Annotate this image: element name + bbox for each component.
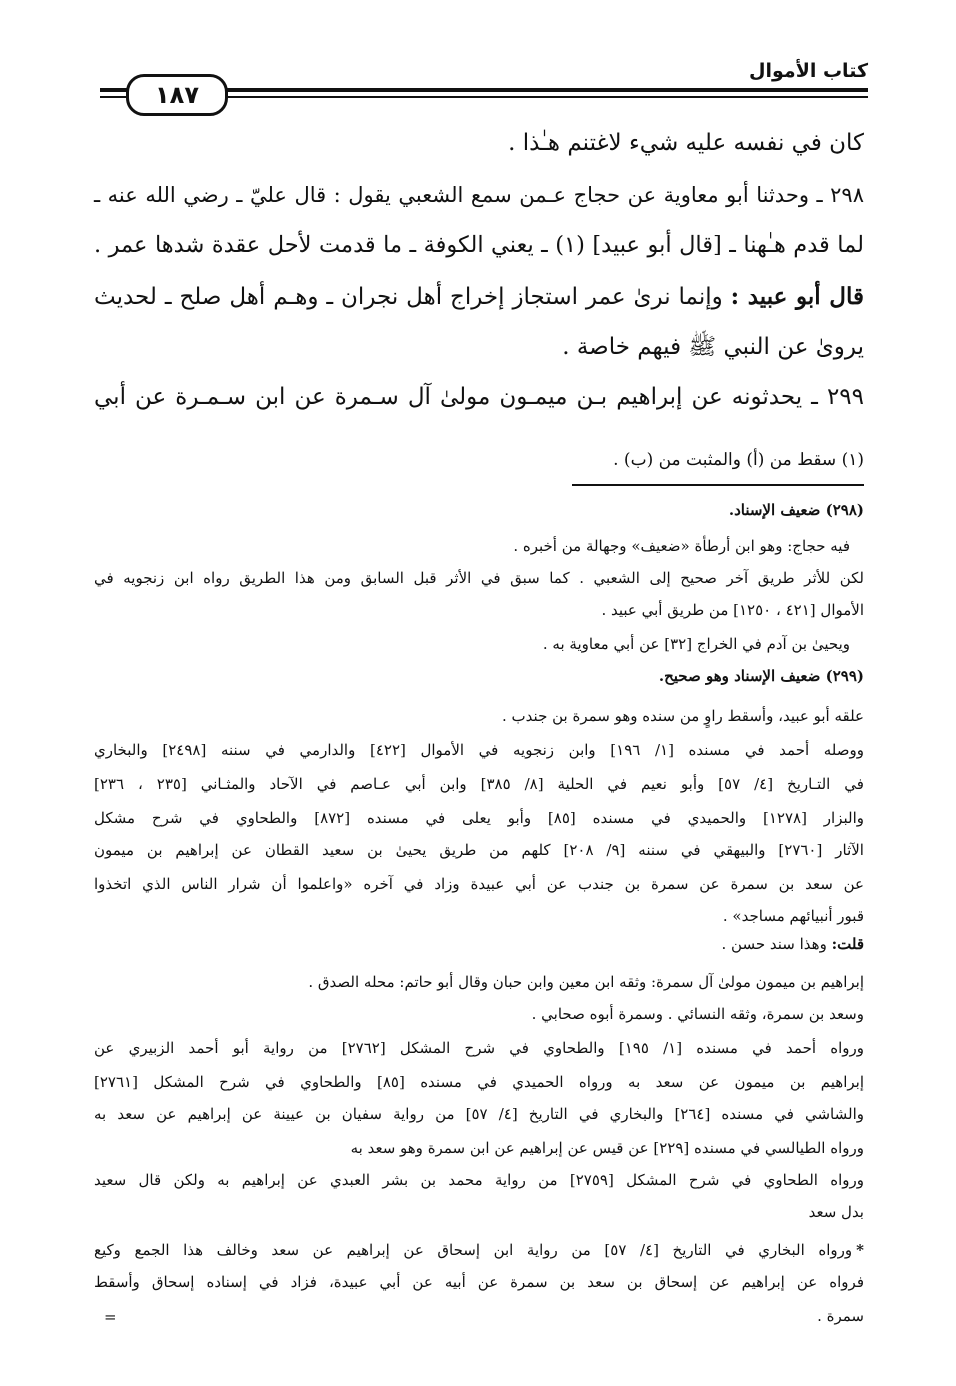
note-line: الآثار [٢٧٦٠] والبيهقي في سننه [٩/ ٢٠٨] كلهم من طريق يحيىٰ بن سعيد القطان عن إبراهيم بن ميمون [94,841,864,859]
main-line: ٢٩٨ ـ وحدثنا أبو معاوية عن حجاج عـمن سمع الشعبي يقول : قال عليّ ـ رضي الله عنه ـ [94,183,864,207]
note-line: عن سعد بن سمرة عن سمرة بن جندب عن أبي عبيدة وزاد في آخره «واعلموا أن شرار الناس الذي اتخذوا [94,875,864,893]
main-line [94,280,864,314]
note-line: والشاشي في مسنده [٢٦٤] والبخاري في التاريخ [٤/ ٥٧] من رواية سفيان بن عيينة عن إبراهيم عن سعد به [94,1105,864,1123]
continued-mark: = [104,1308,117,1326]
footnote-rule [572,484,864,486]
note-line: فرواه عن إبراهيم عن إسحاق بن سعد بن سمرة عن أبيه عن أبي عبيدة، فزاد في إسناده إسحاق وأسقط [94,1273,864,1291]
main-line: كان في نفسه عليه شيء لاغتنم هـٰذا . [508,130,864,156]
note-line: والبزار [١٢٧٨] والحميدي في مسنده [٨٥] وأبو يعلى في مسنده [٨٧٢] والطحاوي في شرح مشكل [94,809,864,827]
note-line [94,1238,864,1262]
note-line: ووصله أحمد في مسنده [١/ ١٩٦] وابن زنجويه في الأموال [٤٢٢] والدارمي في سننه [٢٤٩٨] والبخاري [94,741,864,759]
main-line: لما قدم هـٰهنا ـ [قال أبو عبيد] (١) ـ يعني الكوفة ـ ما قدمت لأحل عقدة شدها عمر . [94,232,864,258]
note-line: ورواه الطيالسي في مسنده [٢٢٩] عن قيس عن إبراهيم عن ابن سمرة وهو سعد به [350,1139,864,1157]
note-line: وسعد بن سمرة، وثقه النسائي . وسمرة أبوه صحابي . [531,1005,864,1023]
main-line-text: وإنما نرىٰ عمر استجاز إخراج أهل نجران ـ وهـم أهل صلح ـ لحديث [94,284,731,310]
page-number: ١٨٧ [126,74,228,116]
footnote: (١) سقط من (أ) والمثبت من (ب) . [613,450,864,470]
note-line: ورواه الطحاوي في شرح المشكل [٢٧٥٩] من رواية محمد بن بشر العبدي عن إبراهيم به ولكن قال سعيد [94,1171,864,1189]
note-line: علقه أبو عبيد، وأسقط راوٍ من سنده وهو سمرة بن جندب . [502,707,864,725]
book-title: كتاب الأموال [749,60,868,82]
note-text: وهذا سند حسن . [721,935,832,953]
note-line: ورواه أحمد في مسنده [١/ ١٩٥] والطحاوي في شرح المشكل [٢٧٦٢] من رواية أبو أحمد الزبيري عن [94,1039,865,1057]
note-heading: (٢٩٩) ضعيف الإسناد وهو صحيح. [658,667,864,685]
main-line: ٢٩٩ ـ يحدثونه عن إبراهيم بـن ميمـون مولىٰ آل سـمرة عن ابن سـمـرة عن أبي [94,384,864,410]
note-line: ويحيىٰ بن آدم في الخراج [٣٢] عن أبي معاوية به . [542,635,850,653]
note-line: في التـاريخ [٤/ ٥٧] وأبو نعيم في الحلية [٨/ ٣٨٥] وابن أبي عـاصم في الآحاد والمثـاني [٢٣٥ ، ٢٣٦] [94,775,864,793]
note-line: لكن للأثر طريق آخر صحيح إلى الشعبي . كما سبق في الأثر قبل السابق ومن هذا الطريق رواه ابن زنجويه في [94,569,864,587]
note-heading: (٢٩٨) ضعيف الإسناد. [728,501,864,519]
note-line: إبراهيم بن ميمون مولىٰ آل سمرة: وثقه ابن معين وابن حبان وقال أبو حاتم: محله الصدق . [308,973,864,991]
note-line: بدل سعد [808,1203,864,1221]
note-line: إبراهيم بن ميمون عن سعد به ورواه الحميدي في مسنده [٨٥] والطحاوي في شرح المشكل [٢٧٦١] [94,1073,864,1091]
speaker-label: قال أبو عبيد : [730,283,865,310]
note-line: قبور أنبيائهم مساجد» . [722,907,864,925]
note-label: قلت: [831,935,864,953]
note-line [94,932,864,956]
note-line: سمرة . [817,1307,864,1325]
asterisk-marker: * [856,1241,864,1259]
note-text: ورواه البخاري في التاريخ [٤/ ٥٧] من رواية ابن إسحاق عن إبراهيم عن سعد وخالف هذا الجمع وكيع [94,1241,853,1259]
note-line: الأموال [٤٢١ ، ١٢٥٠] من طريق أبي عبيد . [601,601,864,619]
main-line: يروىٰ عن النبي ﷺ فيهم خاصة . [562,334,864,360]
note-line: فيه حجاج: وهو ابن أرطأة «ضعيف» وجهالة من أخبره . [513,537,850,555]
